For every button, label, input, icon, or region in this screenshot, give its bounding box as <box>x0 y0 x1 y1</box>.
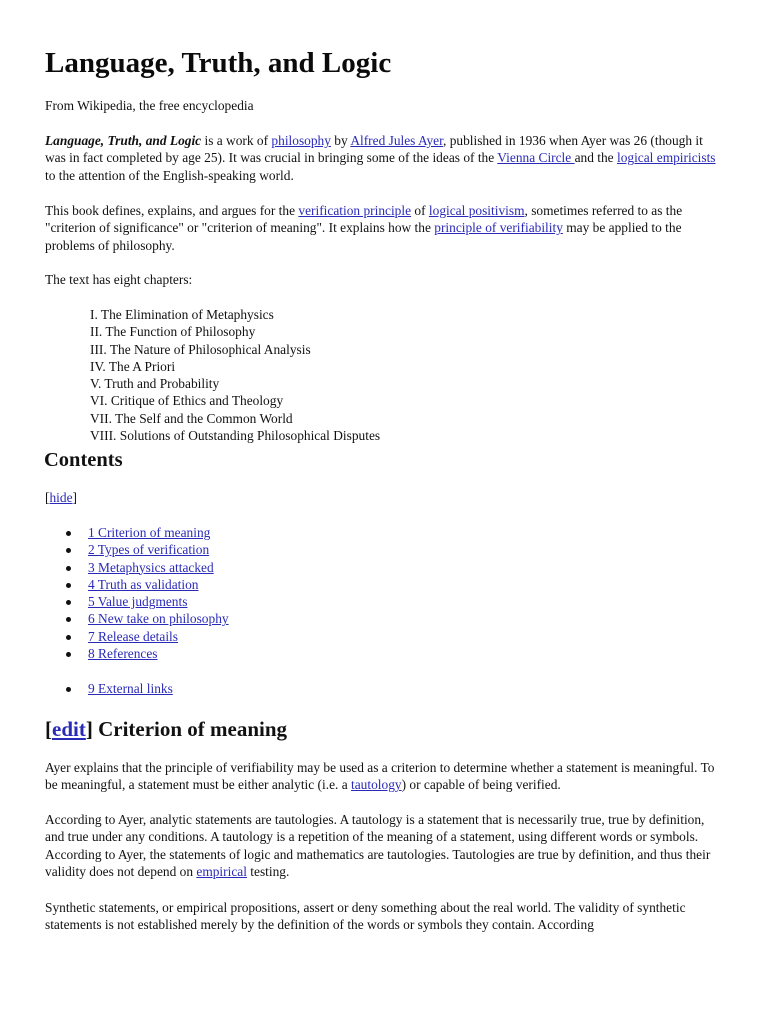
section-heading-text: Criterion of meaning <box>92 717 288 741</box>
hide-toc-link[interactable]: hide <box>49 490 73 505</box>
toc-link-truth-as-validation[interactable]: 4 Truth as validation <box>88 576 199 592</box>
logical-empiricists-link[interactable]: logical empiricists <box>616 150 716 166</box>
toc-item <box>88 524 229 541</box>
criterion-paragraph <box>45 759 724 794</box>
toc-link-criterion-of-meaning[interactable]: 1 Criterion of meaning <box>88 525 211 540</box>
toc-item <box>88 541 229 558</box>
toc-link-references[interactable]: 8 References <box>88 646 158 662</box>
intro-text: and the <box>574 150 617 166</box>
intro-text: , published in 1936 when Ayer was 26 (though it was in fact completed by age 25). It was crucial in bringing some of the ideas of the <box>45 133 703 166</box>
chapter-item: VIII. Solutions of Outstanding Philosophical Disputes <box>90 428 381 444</box>
intro-paragraph <box>45 132 724 184</box>
toc-item <box>88 680 173 697</box>
chapter-item: V. Truth and Probability <box>90 376 220 392</box>
toc-list <box>88 524 229 662</box>
vienna-circle-link[interactable]: Vienna Circle <box>497 150 575 166</box>
verification-principle-link[interactable]: verification principle <box>298 203 412 218</box>
verification-paragraph <box>45 202 724 254</box>
toc-item <box>88 645 229 662</box>
chapter-list <box>90 306 380 444</box>
toc-link-types-of-verification[interactable]: 2 Types of verification <box>88 542 210 558</box>
toc-item <box>88 593 229 610</box>
bracket: ] <box>72 490 77 505</box>
section-heading-criterion-of-meaning <box>45 715 287 743</box>
principle-of-verifiability-link[interactable]: principle of verifiability <box>434 220 563 236</box>
tautology-link[interactable]: tautology <box>351 777 402 793</box>
logical-positivism-link[interactable]: logical positivism <box>428 203 525 218</box>
para-text: ) or capable of being verified. <box>401 777 561 793</box>
chapter-item: VII. The Self and the Common World <box>90 410 293 426</box>
para-text: This book defines, explains, and argues for the <box>45 203 299 218</box>
chapter-item: II. The Function of Philosophy <box>90 324 256 340</box>
toc-link-new-take-on-philosophy[interactable]: 6 New take on philosophy <box>88 611 229 627</box>
toc-item <box>88 559 229 576</box>
toc-link-value-judgments[interactable]: 5 Value judgments <box>88 594 188 610</box>
intro-bold-title: Language, Truth, and Logic <box>45 133 202 148</box>
chapter-item: I. The Elimination of Metaphysics <box>90 307 274 322</box>
analytic-paragraph <box>45 811 724 881</box>
bracket: [ <box>45 490 50 505</box>
page-title: Language, Truth, and Logic <box>45 47 392 79</box>
intro-text: is a work of <box>201 133 272 148</box>
toc-item <box>88 576 229 593</box>
para-text: , sometimes referred to as the "criterion of significance" or "criterion of meaning". It explains how the <box>45 203 683 236</box>
edit-section-link[interactable]: edit <box>52 717 86 741</box>
intro-text: to the attention of the English-speaking world. <box>45 167 294 183</box>
philosophy-link[interactable]: philosophy <box>271 133 331 148</box>
para-text: Ayer explains that the principle of verifiability may be used as a criterion to determine whether a statement is meaningful. To be meaningful, a statement must be either analytic (i.e. a <box>45 760 715 793</box>
bracket: [ <box>45 717 52 741</box>
toc-toggle <box>45 489 724 506</box>
para-text: According to Ayer, analytic statements are tautologies. A tautology is a statement that is necessarily true, true by definition, and true under any conditions. A tautology is a repetition of the meaning of a statement, using different words or symbols. According to Ayer, the statements of logic and mathematics are tautologies. Tautologies are true by definition, and thus their validity does not depend on <box>45 812 711 880</box>
chapter-item: IV. The A Priori <box>90 358 176 374</box>
site-subtitle: From Wikipedia, the free encyclopedia <box>45 98 254 113</box>
chapters-intro: The text has eight chapters: <box>45 272 193 287</box>
toc-item <box>88 610 229 627</box>
synthetic-paragraph: Synthetic statements, or empirical propositions, assert or deny something about the real world. The validity of synthetic statements is not established merely by the definition of the words or symbols they contain. According <box>45 900 686 933</box>
ayer-link[interactable]: Alfred Jules Ayer <box>350 133 443 148</box>
toc-item <box>88 628 229 645</box>
toc-list-secondary <box>88 680 173 697</box>
chapter-item: III. The Nature of Philosophical Analysis <box>90 341 311 357</box>
toc-link-release-details[interactable]: 7 Release details <box>88 628 178 644</box>
contents-heading: Contents <box>44 449 123 471</box>
para-text: may be applied to the problems of philosophy. <box>45 220 682 253</box>
chapter-item: VI. Critique of Ethics and Theology <box>90 393 284 409</box>
para-text: testing. <box>246 864 290 880</box>
toc-link-external-links[interactable]: 9 External links <box>88 681 173 696</box>
intro-text: by <box>330 133 351 148</box>
toc-link-metaphysics-attacked[interactable]: 3 Metaphysics attacked <box>88 559 214 575</box>
bracket: ] <box>85 717 93 741</box>
para-text: of <box>411 203 429 218</box>
empirical-link[interactable]: empirical <box>196 864 247 880</box>
